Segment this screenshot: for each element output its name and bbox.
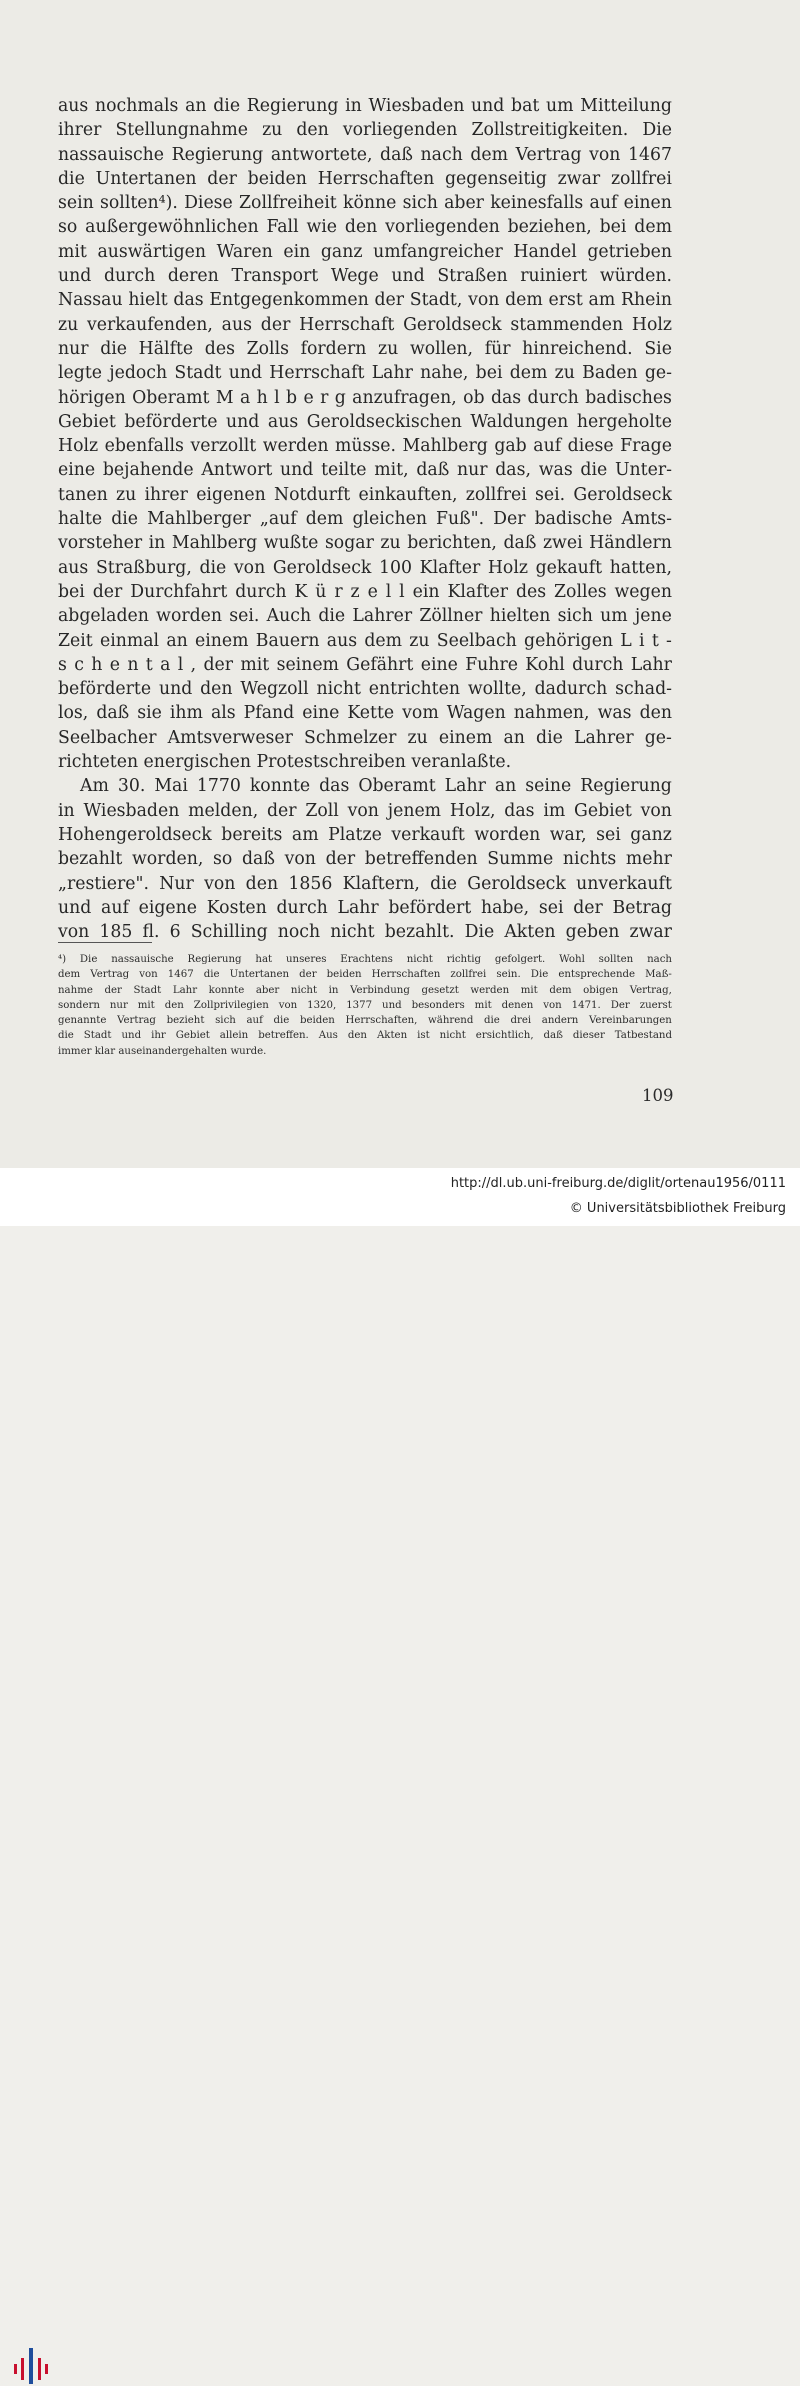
footnote-line: genannte Vertrag bezieht sich auf die beiden Herrschaften, während die drei andern Vereinbarungen: [58, 1015, 672, 1027]
text-line: Seelbacher Amtsverweser Schmelzer zu einem an die Lahrer ge-: [58, 727, 672, 748]
footnote-line: nahme der Stadt Lahr konnte aber nicht in Verbindung gesetzt werden mit dem obigen Vertrag,: [58, 984, 672, 996]
text-line: richteten energischen Protestschreiben veranlaßte.: [58, 752, 512, 773]
text-line: sein sollten⁴). Diese Zollfreiheit könne sich aber keinesfalls auf einen: [58, 193, 672, 214]
library-logo-icon: [12, 2346, 50, 2386]
text-line: und durch deren Transport Wege und Straßen ruiniert würden.: [58, 266, 672, 287]
text-line: Holz ebenfalls verzollt werden müsse. Mahlberg gab auf diese Frage: [58, 436, 672, 457]
text-line: halte die Mahlberger „auf dem gleichen Fuß". Der badische Amts-: [58, 509, 672, 530]
text-line: nassauische Regierung antwortete, daß nach dem Vertrag von 1467: [58, 144, 672, 165]
text-line: aus Straßburg, die von Geroldseck 100 Klafter Holz gekauft hatten,: [58, 557, 672, 578]
body-text: [58, 94, 672, 944]
footnote-line: immer klar auseinandergehalten wurde.: [58, 1045, 267, 1057]
text-line: s c h e n t a l , der mit seinem Gefährt eine Fuhre Kohl durch Lahr: [58, 654, 672, 675]
page-number: 109: [642, 1086, 674, 1105]
text-line: Hohengeroldseck bereits am Platze verkauft worden war, sei ganz: [58, 824, 672, 845]
text-line: zu verkaufenden, aus der Herrschaft Geroldseck stammenden Holz: [58, 314, 672, 335]
text-line: Zeit einmal an einem Bauern aus dem zu Seelbach gehörigen L i t -: [58, 630, 672, 651]
text-line: beförderte und den Wegzoll nicht entrichten wollte, dadurch schad-: [58, 679, 672, 700]
footnote-line: sondern nur mit den Zollprivilegien von 1320, 1377 und besonders mit denen von 1471. Der zuerst: [58, 999, 672, 1011]
text-line: Nassau hielt das Entgegenkommen der Stadt, von dem erst am Rhein: [58, 290, 672, 311]
scanned-page: [0, 0, 800, 1168]
text-line: so außergewöhnlichen Fall wie den vorliegenden beziehen, bei dem: [58, 217, 672, 238]
text-line: eine bejahende Antwort und teilte mit, daß nur das, was die Unter-: [58, 460, 672, 481]
text-line: in Wiesbaden melden, der Zoll von jenem Holz, das im Gebiet von: [58, 800, 672, 821]
text-line: Am 30. Mai 1770 konnte das Oberamt Lahr an seine Regierung: [80, 776, 672, 797]
text-line: ihrer Stellungnahme zu den vorliegenden Zollstreitigkeiten. Die: [58, 120, 672, 141]
text-line: die Untertanen der beiden Herrschaften gegenseitig zwar zollfrei: [58, 168, 672, 189]
footnote-line: dem Vertrag von 1467 die Untertanen der beiden Herrschaften zollfrei sein. Die entsprechende Maß-: [58, 969, 672, 981]
copyright-notice: © Universitätsbibliothek Freiburg: [569, 1201, 786, 1216]
text-line: hörigen Oberamt M a h l b e r g anzufragen, ob das durch badisches: [58, 387, 672, 408]
text-line: Gebiet beförderte und aus Geroldseckischen Waldungen hergeholte: [58, 411, 672, 432]
text-line: bei der Durchfahrt durch K ü r z e l l ein Klafter des Zolles wegen: [58, 581, 672, 602]
text-line: aus nochmals an die Regierung in Wiesbaden und bat um Mitteilung: [58, 96, 672, 116]
footnote-line: die Stadt und ihr Gebiet allein betreffen. Aus den Akten ist nicht ersichtlich, daß dieser Tatbestand: [58, 1030, 672, 1042]
text-line: und auf eigene Kosten durch Lahr befördert habe, sei der Betrag: [58, 897, 672, 918]
footnote-divider: [58, 942, 152, 943]
text-line: von 185 fl. 6 Schilling noch nicht bezahlt. Die Akten geben zwar: [58, 922, 672, 943]
text-line: nur die Hälfte des Zolls fordern zu wollen, für hinreichend. Sie: [58, 338, 672, 359]
text-line: los, daß sie ihm als Pfand eine Kette vom Wagen nahmen, was den: [58, 703, 672, 724]
text-line: abgeladen worden sei. Auch die Lahrer Zöllner hielten sich um jene: [58, 606, 672, 627]
text-line: tanen zu ihrer eigenen Notdurft einkauften, zollfrei sei. Geroldseck: [58, 484, 672, 505]
text-line: legte jedoch Stadt und Herrschaft Lahr nahe, bei dem zu Baden ge-: [58, 363, 672, 384]
text-line: vorsteher in Mahlberg wußte sogar zu berichten, daß zwei Händlern: [58, 533, 672, 554]
text-line: bezahlt worden, so daß von der betreffenden Summe nichts mehr: [58, 849, 672, 870]
text-line: mit auswärtigen Waren ein ganz umfangreicher Handel getrieben: [58, 241, 672, 262]
source-url-link[interactable]: http://dl.ub.uni-freiburg.de/diglit/ortenau1956/0111: [450, 1176, 786, 1191]
footnote-line: ⁴) Die nassauische Regierung hat unseres Erachtens nicht richtig gefolgert. Wohl sollten nach: [58, 954, 672, 965]
text-line: „restiere". Nur von den 1856 Klaftern, die Geroldseck unverkauft: [58, 873, 672, 894]
footnote: [58, 952, 672, 1059]
